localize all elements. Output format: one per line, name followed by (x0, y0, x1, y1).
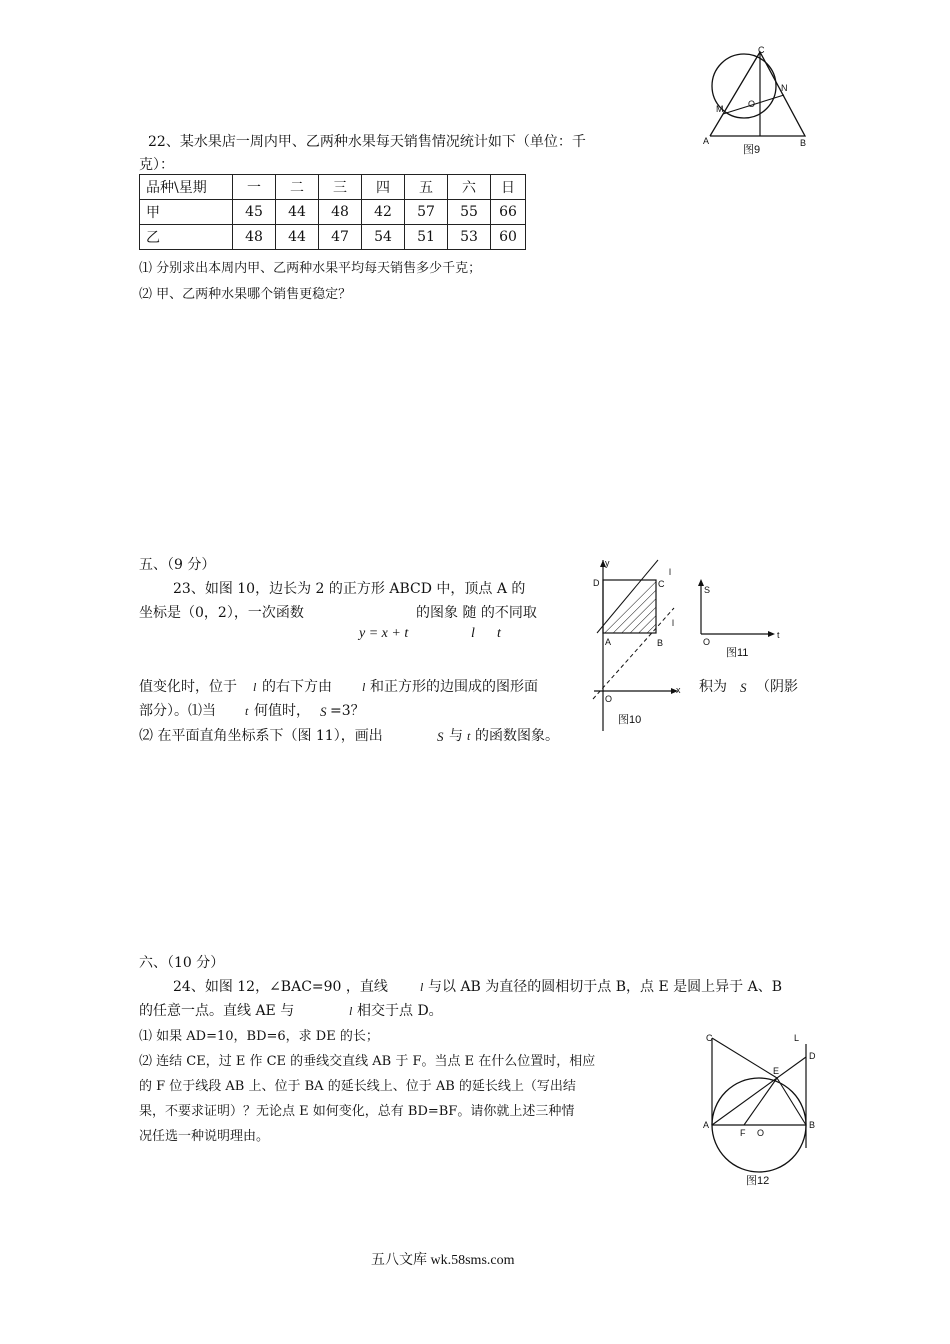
q22-line2: 克）： (139, 157, 174, 173)
fig9-label-o: O (748, 99, 756, 109)
table-cell: 48 (233, 225, 276, 250)
table-cell: 乙 (140, 225, 233, 250)
fig12-label-b: B (809, 1120, 816, 1130)
fig12-label-d: D (809, 1051, 816, 1061)
fig10-label-c: C (658, 579, 665, 589)
q24-sub1: ⑴ 如果 AD=10，BD=6，求 DE 的长； (139, 1029, 379, 1044)
table-header-cell: 四 (362, 175, 405, 200)
q23-line4a: 部分）。⑴当 (139, 703, 216, 719)
table-header-cell: 品种\星期 (140, 175, 233, 200)
section5-heading: 五、（9 分） (139, 557, 216, 573)
q23-line3a: 值变化时，位于 (139, 679, 237, 695)
fig11-caption: 图11 (726, 647, 749, 659)
fig9-label-c: C (758, 45, 765, 55)
table-header-cell: 一 (233, 175, 276, 200)
q22-line1: 22、某水果店一周内甲、乙两种水果每天销售情况统计如下（单位：千 (148, 134, 586, 150)
table-header-row (140, 175, 526, 200)
fig10-label-a: A (605, 637, 612, 647)
fig12-label-c: C (706, 1033, 713, 1043)
fig9-caption: 图9 (743, 144, 761, 156)
table-header-cell: 五 (405, 175, 448, 200)
footer-text: 五八文库 wk.58sms.com (371, 1253, 515, 1268)
table-header-cell: 日 (491, 175, 526, 200)
q23-line4c: =3？ (330, 703, 365, 719)
table-cell: 57 (405, 200, 448, 225)
fig12-label-a: A (703, 1120, 710, 1130)
figure-10 (588, 556, 688, 738)
table-cell: 51 (405, 225, 448, 250)
q23-line5a: ⑵ 在平面直角坐标系下（图 11），画出 (139, 728, 383, 744)
fig10-label-l2: l (672, 618, 674, 628)
table-row (140, 200, 526, 225)
figure-9 (700, 44, 812, 163)
fig9-label-a: A (703, 136, 710, 146)
q23-line2a: 坐标是（0，2），一次函数 (139, 605, 304, 621)
fig10-label-y: y (605, 558, 610, 568)
q23-line3b: 的右下方由 (262, 679, 332, 695)
table-cell: 45 (233, 200, 276, 225)
fig10-label-l1: l (669, 567, 671, 577)
q23-line3e: （阴影 (756, 679, 798, 695)
q23-var-s: S (437, 729, 444, 744)
fig9-label-b: B (800, 138, 807, 148)
table-cell: 42 (362, 200, 405, 225)
table-cell: 54 (362, 225, 405, 250)
q23-line4b: 何值时， (254, 703, 310, 719)
q23-line5b: 与 (449, 728, 463, 744)
q24-var-l: l (420, 980, 424, 994)
fig9-label-m: M (716, 104, 724, 114)
fig12-label-l: L (794, 1033, 800, 1043)
table-header-cell: 三 (319, 175, 362, 200)
fig10-label-d: D (593, 578, 600, 588)
table-cell: 53 (448, 225, 491, 250)
q23-var-s: S (320, 704, 327, 719)
fig11-label-s: S (704, 585, 711, 595)
q24-sub2-line3: 果，不要求证明）？无论点 E 如何变化，总有 BD=BF。请你就上述三种情 (139, 1104, 575, 1119)
fig10-label-o: O (605, 694, 613, 704)
q23-line5c: 的函数图象。 (475, 728, 559, 744)
table-cell: 55 (448, 200, 491, 225)
fig11-label-o: O (703, 637, 711, 647)
fig10-caption: 图10 (618, 714, 642, 726)
fig12-label-e: E (773, 1066, 780, 1076)
fig9-label-n: N (781, 83, 788, 93)
table-cell: 44 (276, 225, 319, 250)
q23-var-t: t (245, 704, 249, 718)
figure-11 (693, 578, 788, 664)
q24-line2a: 的任意一点。直线 AE 与 (139, 1003, 295, 1019)
q24-sub2-line4: 况任选一种说明理由。 (139, 1129, 270, 1144)
figure-12 (700, 1030, 822, 1190)
q23-line3d: 积为 (699, 679, 727, 695)
q23-var-l: l (471, 626, 475, 641)
table-row (140, 225, 526, 250)
table-cell: 48 (319, 200, 362, 225)
q23-line3c: 和正方形的边围成的图形面 (370, 679, 538, 695)
table-cell: 甲 (140, 200, 233, 225)
table-cell: 60 (491, 225, 526, 250)
fig10-label-b: B (657, 638, 664, 648)
q24-sub2-line1: ⑵ 连结 CE，过 E 作 CE 的垂线交直线 AB 于 F。当点 E 在什么位置时，相应 (139, 1054, 596, 1069)
q22-sub2: ⑵ 甲、乙两种水果哪个销售更稳定？ (139, 287, 352, 302)
table-cell: 66 (491, 200, 526, 225)
fig12-caption: 图12 (746, 1175, 770, 1186)
section6-heading: 六、（10 分） (139, 955, 225, 971)
q24-var-l: l (349, 1004, 353, 1018)
q23-var-s: S (740, 680, 747, 695)
q23-var-l: l (253, 680, 257, 694)
fig10-label-x: x (676, 685, 681, 695)
q23-line2b: 的图象 随 的不同取 (416, 605, 537, 621)
q23-formula: y = x + t (359, 626, 409, 641)
q24-line2b: 相交于点 D。 (357, 1003, 443, 1019)
sales-table (139, 174, 526, 250)
table-header-cell: 二 (276, 175, 319, 200)
fig12-label-f: F (740, 1128, 746, 1138)
fig11-label-t: t (777, 630, 780, 640)
q23-var-l: l (362, 680, 366, 694)
q24-line1a: 24、如图 12，∠BAC=90 ，直线 (173, 979, 388, 995)
q24-sub2-line2: 的 F 位于线段 AB 上、位于 BA 的延长线上、位于 AB 的延长线上（写出结 (139, 1079, 576, 1094)
fig12-label-o: O (757, 1128, 765, 1138)
q23-line1: 23、如图 10，边长为 2 的正方形 ABCD 中，顶点 A 的 (173, 581, 526, 597)
q23-var-t: t (467, 729, 471, 743)
table-cell: 44 (276, 200, 319, 225)
q22-sub1: ⑴ 分别求出本周内甲、乙两种水果平均每天销售多少千克； (139, 261, 482, 276)
q23-var-t: t (497, 626, 501, 641)
q24-line1b: 与以 AB 为直径的圆相切于点 B，点 E 是圆上异于 A、B (428, 979, 783, 995)
table-header-cell: 六 (448, 175, 491, 200)
table-cell: 47 (319, 225, 362, 250)
